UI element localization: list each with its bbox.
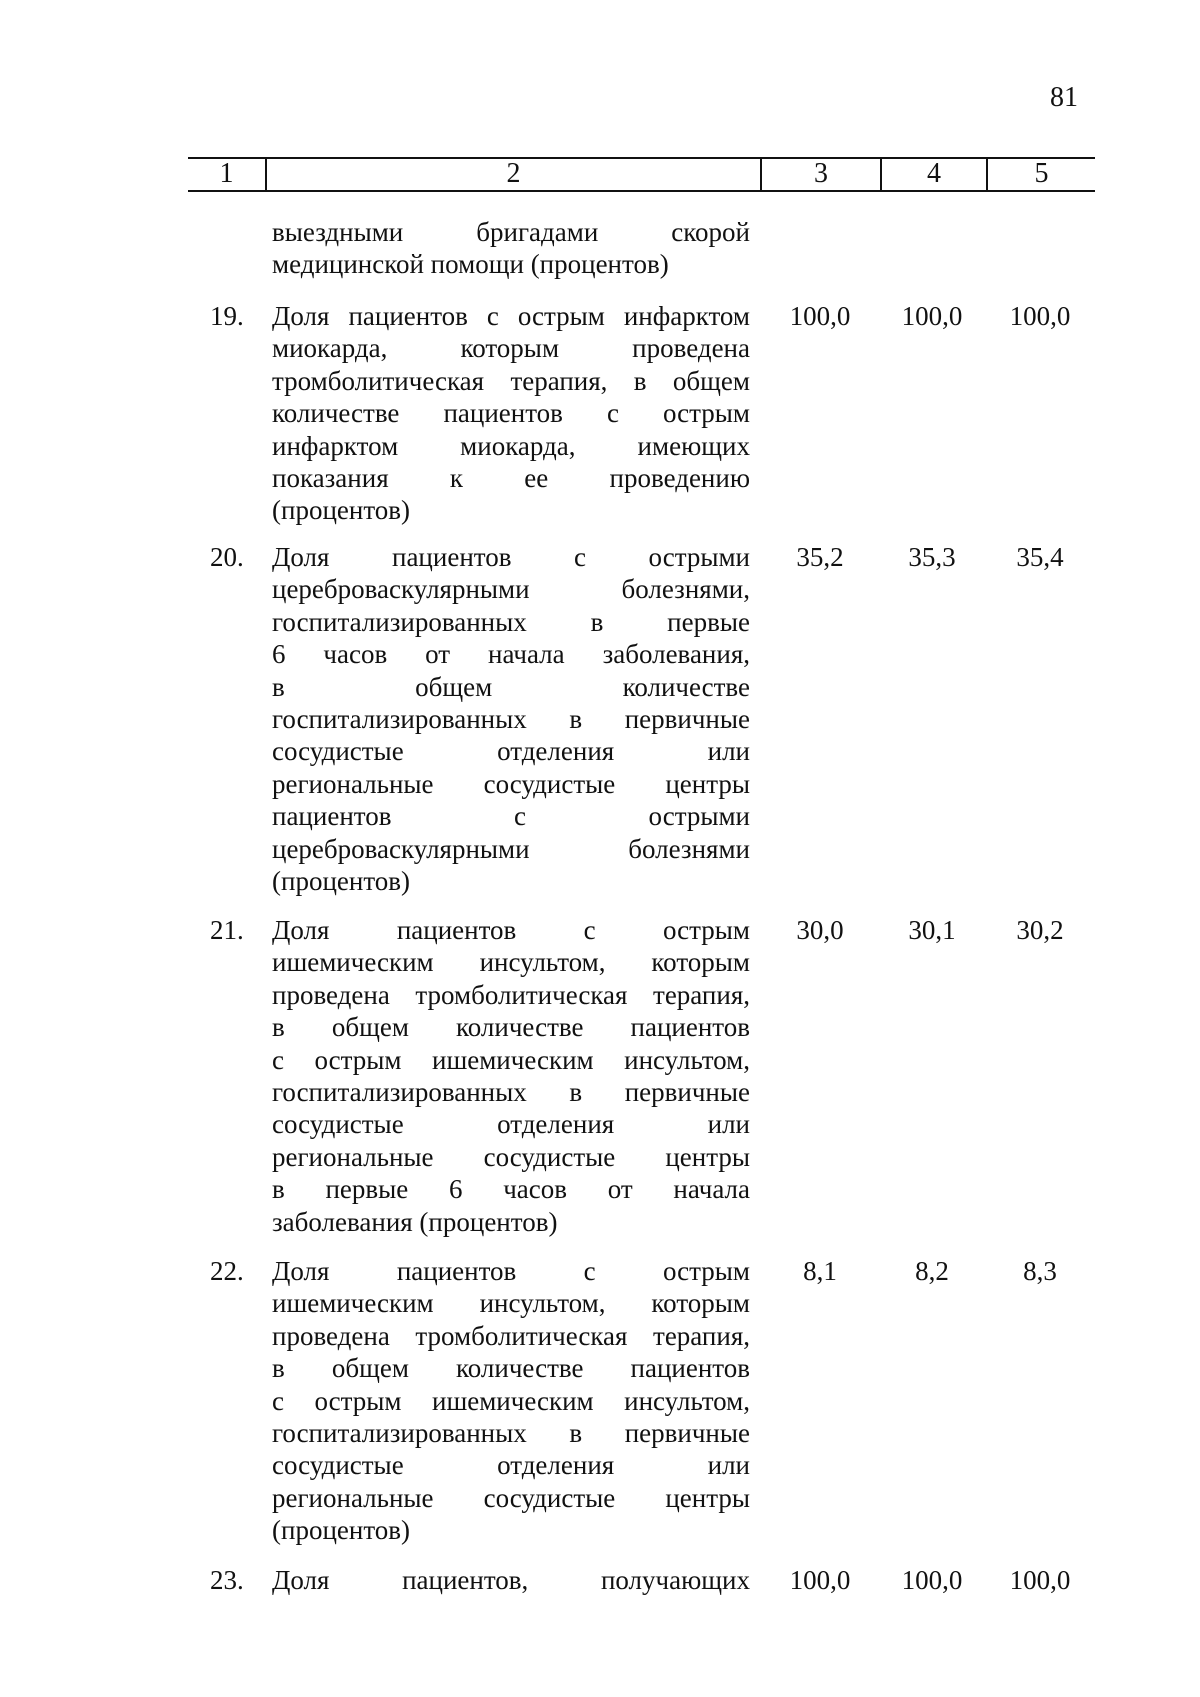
row-description	[272, 1255, 750, 1547]
value-col-5: 8,3	[1023, 1256, 1057, 1286]
text-line: сосудистые отделения или	[272, 1109, 750, 1140]
text-line: в общем количестве пациентов	[272, 1012, 750, 1043]
text-line: 6 часов от начала заболевания,	[272, 639, 750, 670]
header-col-5: 5	[1034, 158, 1049, 189]
text-line: инфарктом миокарда, имеющих	[272, 430, 750, 461]
text-line: госпитализированных в первые	[272, 606, 750, 637]
value-col-3: 35,2	[796, 542, 844, 572]
text-line: миокарда, которым проведена	[272, 333, 750, 364]
text-line: (процентов)	[272, 1515, 411, 1546]
text-line: госпитализированных в первичные	[272, 1418, 750, 1449]
header-col-2: 2	[506, 158, 521, 189]
header-col-1: 1	[219, 158, 234, 189]
text-line: госпитализированных в первичные	[272, 1077, 750, 1108]
text-line: проведена тромболитическая терапия,	[272, 979, 750, 1010]
header-col-3: 3	[814, 158, 828, 189]
row-description	[272, 914, 750, 1238]
text-line: ишемическим инсультом, которым	[272, 947, 750, 978]
row-description	[272, 300, 750, 527]
text-line: цереброваскулярными болезнями	[272, 833, 750, 864]
value-col-5: 100,0	[1009, 1565, 1071, 1595]
row-description	[272, 541, 750, 897]
text-line: госпитализированных в первичные	[272, 704, 750, 735]
text-line: в первые 6 часов от начала	[272, 1174, 750, 1205]
text-line: Доля пациентов, получающих	[272, 1565, 750, 1595]
header-col-4: 4	[927, 158, 941, 189]
value-col-5: 30,2	[1016, 915, 1064, 945]
row-number: 22.	[210, 1256, 244, 1286]
row-number: 23.	[210, 1565, 244, 1595]
value-col-4: 8,2	[915, 1256, 949, 1286]
text-line: проведена тромболитическая терапия,	[272, 1320, 750, 1351]
text-line: выездными бригадами скорой	[272, 217, 750, 247]
text-line: Доля пациентов с острым	[272, 915, 750, 945]
value-col-4: 35,3	[908, 542, 956, 572]
text-line: ишемическим инсультом, которым	[272, 1288, 750, 1319]
value-col-3: 30,0	[796, 915, 844, 945]
row-number: 19.	[210, 301, 244, 331]
text-line: заболевания (процентов)	[272, 1206, 558, 1237]
row-number: 21.	[210, 915, 244, 945]
row-description	[272, 216, 750, 281]
value-col-5: 35,4	[1016, 542, 1064, 572]
text-line: (процентов)	[272, 866, 411, 897]
value-col-3: 100,0	[789, 301, 851, 331]
text-line: в общем количестве	[272, 671, 750, 702]
row-description	[272, 1564, 750, 1596]
text-line: пациентов с острыми	[272, 801, 750, 832]
text-line: сосудистые отделения или	[272, 1450, 750, 1481]
text-line: сосудистые отделения или	[272, 736, 750, 767]
text-line: количестве пациентов с острым	[272, 398, 750, 429]
text-line: (процентов)	[272, 495, 411, 526]
text-line: с острым ишемическим инсультом,	[272, 1385, 750, 1416]
text-line: цереброваскулярными болезнями,	[272, 574, 750, 605]
text-line: региональные сосудистые центры	[272, 768, 750, 799]
row-number: 20.	[210, 542, 244, 572]
page-number: 81	[1050, 82, 1078, 113]
header-bottom-rule	[188, 190, 1095, 192]
text-line: показания к ее проведению	[272, 463, 750, 494]
text-line: тромболитическая терапия, в общем	[272, 365, 750, 396]
value-col-4: 30,1	[908, 915, 956, 945]
value-col-4: 100,0	[901, 301, 963, 331]
text-line: Доля пациентов с острым	[272, 1256, 750, 1286]
value-col-4: 100,0	[901, 1565, 963, 1595]
text-line: региональные сосудистые центры	[272, 1141, 750, 1172]
text-line: Доля пациентов с острыми	[272, 542, 750, 572]
value-col-5: 100,0	[1009, 301, 1071, 331]
text-line: медицинской помощи (процентов)	[272, 249, 669, 280]
text-line: с острым ишемическим инсультом,	[272, 1044, 750, 1075]
text-line: Доля пациентов с острым инфарктом	[272, 301, 750, 331]
value-col-3: 8,1	[803, 1256, 837, 1286]
text-line: региональные сосудистые центры	[272, 1482, 750, 1513]
text-line: в общем количестве пациентов	[272, 1353, 750, 1384]
value-col-3: 100,0	[789, 1565, 851, 1595]
